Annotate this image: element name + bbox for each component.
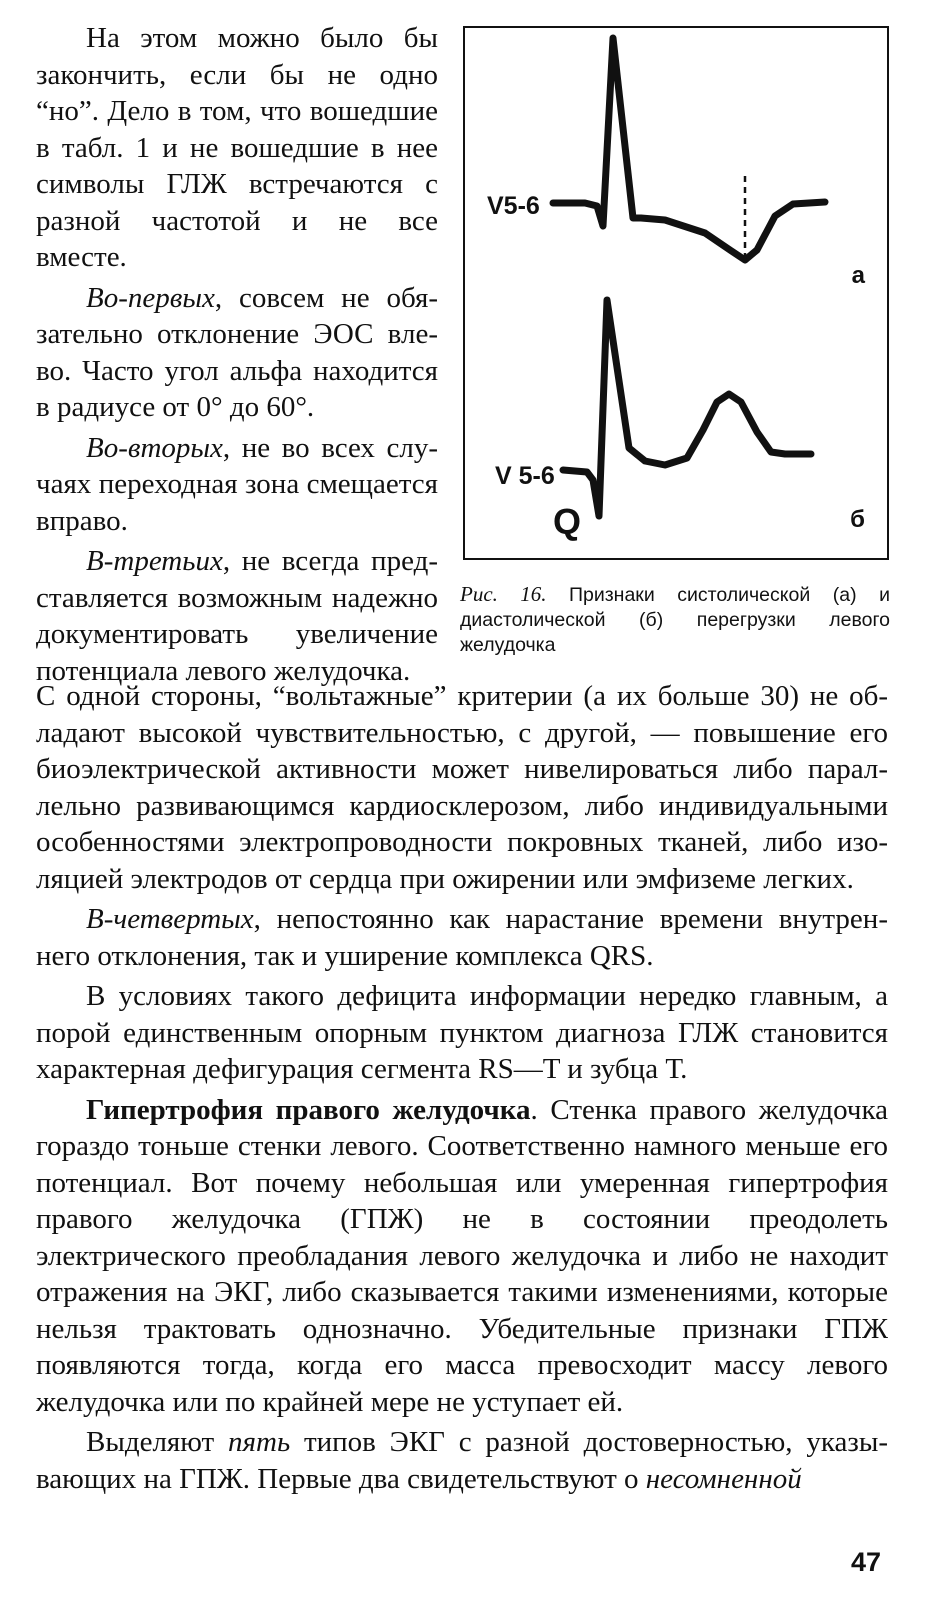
paragraph-text: типов ЭКГ с разной достоверностью, указывающих на ГПЖ. Первые два свидетельствуют о	[36, 1426, 888, 1495]
paragraph-text: Выделяют	[86, 1426, 229, 1458]
paragraph	[36, 543, 438, 689]
paragraph	[36, 1092, 888, 1421]
italic-term: Во-вторых	[86, 431, 223, 464]
paragraph-text: , не во всех случаях переходная зона смещается вправо.	[36, 431, 438, 537]
paragraph	[36, 280, 438, 426]
paragraph	[36, 430, 438, 540]
q-wave-label: Q	[553, 501, 582, 542]
italic-term: В-третьих	[86, 545, 223, 577]
paragraph	[36, 901, 888, 974]
italic-term: несомненной	[645, 1462, 802, 1495]
ecg-trace-a	[553, 38, 825, 260]
lead-label-a: V5-6	[487, 192, 540, 220]
panel-label-b: б	[850, 506, 865, 533]
caption-prefix: Рис. 16.	[460, 582, 547, 606]
panel-label-a: а	[851, 262, 865, 289]
paragraph-continuation: С одной стороны, “вольтажные” критерии (а их больше 30) не обладают высокой чувствительностью, с другой, — повышение его биоэлектрической активности может нивелироваться либо параллельно развивающимся кардиосклерозом, либо индивидуальными особенностями электропроводности покровных тканей, либо изоляцией электродов от сердца при ожирении или эмфиземе легких.	[36, 680, 888, 895]
italic-term: пять	[228, 1426, 291, 1458]
section-heading: Гипертрофия правого желудочка	[86, 1093, 531, 1126]
paragraph: В условиях такого дефицита информации нередко главным, а порой единственным опорным пунктом диагноза ГЛЖ становится характерная дефигурация сегмента RS—T и зубца Т.	[36, 980, 888, 1085]
main-column-text	[36, 678, 888, 1497]
figure-caption	[460, 582, 890, 658]
italic-term: В-четвертых	[86, 903, 254, 935]
italic-term: Во-первых	[86, 281, 215, 314]
caption-text: Признаки систолической (а) и диастолической (б) перегрузки левого желудочка	[460, 584, 890, 656]
lead-label-b: V 5-6	[495, 462, 555, 490]
paragraph	[36, 1424, 888, 1497]
left-column-text	[36, 20, 438, 689]
paragraph-text: . Стенка правого желудочка гораздо тоньше стенки левого. Соответственно намного меньше его потенциал. Вот почему небольшая или умеренная гипертрофия правого желудочка (ГПЖ) не в состоянии преодолеть электрического преобладания левого желудочка и либо не находит отражения на ЭКГ, либо сказывается такими изменениями, которые нельзя трактовать однозначно. Убедительные признаки ГПЖ появляются тогда, когда его масса превосходит массу левого желудочка или по крайней мере не уступает ей.	[36, 1093, 889, 1418]
paragraph: На этом можно было бы закончить, если бы не одно “но”. Дело в том, что вошедшие в табл. 1 и не вошедшие в нее символы ГЛЖ встречаются с разной частотой и не все вместе.	[36, 22, 438, 273]
paragraph-text: , совсем не обязательно отклонение ЭОС влево. Часто угол альфа находится в радиусе от 0° до 60°.	[36, 281, 438, 423]
ecg-trace-b	[563, 300, 811, 516]
paragraph-text: , непостоянно как нарастание времени внутреннего отклонения, так и уширение комплекса QRS.	[36, 903, 888, 972]
ecg-figure	[463, 26, 889, 560]
paragraph-text: , не всегда представляется возможным надежно документировать увеличение потенциала левого желудочка.	[36, 545, 438, 687]
page-number: 47	[850, 1547, 881, 1577]
